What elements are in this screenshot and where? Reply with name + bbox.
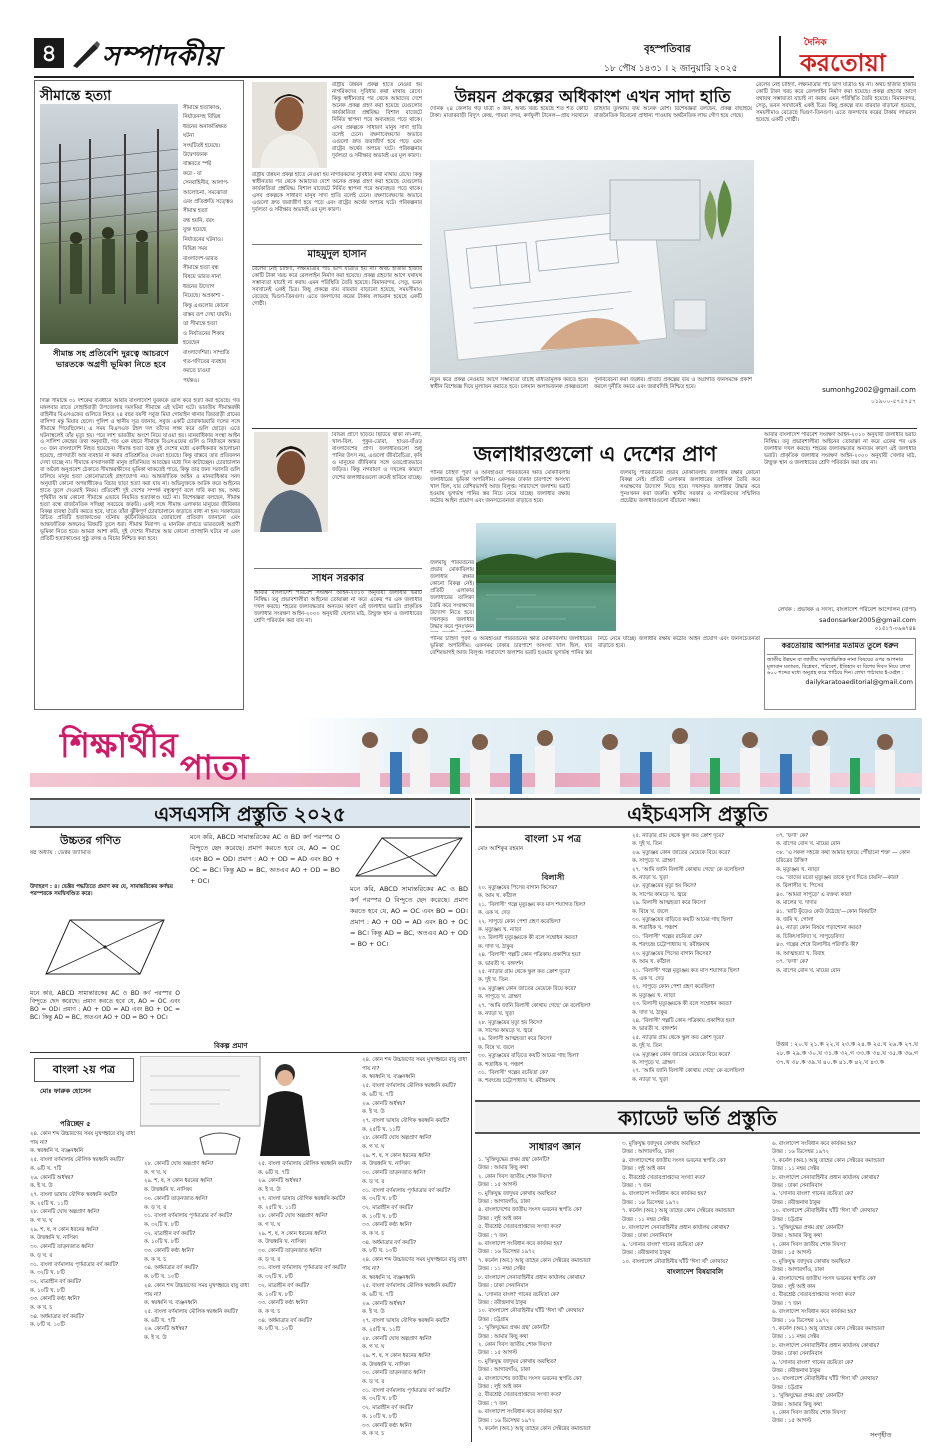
masthead-divider (779, 36, 781, 76)
article2-email: sadonsarker2005@gmail.com (819, 616, 916, 624)
math-col-2: মনে করি, ABCD সামান্তরিকের AC ও BD কর্ণ পরস্পর O বিন্দুতে ছেদ করেছে। প্রমাণ করতে হবে যে, AO = OC এবং BO = OD। প্রমাণ : AO + OD = AD এবং BO + OC = BC। কিন্তু AD = BC, অতএব AO + OD = BO + OC। (190, 833, 340, 885)
masthead (34, 36, 914, 78)
author-photo-sadhan (254, 432, 328, 532)
editorial-intro: সীমান্তে হত্যাকাণ্ড, নির্যাতনসহ বিভিন্ন ধরনের অনাকাঙ্ক্ষিত ঘটনা সংঘটিতই হয়েছে। উদ্বেগজনক বাস্তবতে স্পষ্ট করে - যা সেনবাহিনীর, আলাপ- আলোচনা, সমঝোতা এবং প্রতিশ্রুতি সত্ত্বেও সীমান্ত হত্যা বন্ধ হয়নি, বরং যুক্ত হয়েছে নির্যাতনের ঘটনাও। বিভিন্ন সময় বাংলাদেশ-ভারত সীমান্তে হত্যা বন্ধ বিষয়ে ভারত নানা ধরনের উদ্যোগ নিয়েছে। অপ্রকাশ্য - কিন্তু এগুলোর কোনো বাস্তব রূপ দেখা যায়নি। তা সীমান্তে হত্যা ও নির্যাতনের শিকার হয়েছেন বাংলাদেশিরা। সাম্প্রতি গত-গণিতের ব্যবহার করতে চাওয়া পর্যন্তও। (183, 105, 234, 384)
hsc-mcq-col2: ২৫. ন্যাড়ার গ্রাম থেকে স্কুল কত ক্রোশ দূরে? ক. দুই খ. তিন ২৬. মৃত্যুঞ্জয় কোন জাতের মেয়েকে বিয়ে করে? ক. সাপুড়ে খ. ব্রাহ্মণ ২৭. 'আমি জানি বিলাসী কোথায় গেছে' কে বলেছিল? ক. ন্যাড়া খ. খুড়া ২৮. মৃত্যুঞ্জয়ের মৃত্যু হয় কিসে? ক. সাপের কামড়ে খ. জ্বরে ২৯. বিলাসী আত্মহত্যা করে কিসে? ক. বিষে খ. জলে ৩০. মৃত্যুঞ্জয়ের বাড়িতে কয়টি আমের গাছ ছিল? ক. শতাধিক খ. পঞ্চাশ ৩১. 'বিলাসী' গল্পের রচয়িতা কে? ক. শরৎচন্দ্র চট্টোপাধ্যায় খ. রবীন্দ্রনাথ ২০. মৃত্যুঞ্জয়ের পিসের বাগান কিসের? ক. আম খ. কাঁঠাল ২১. 'বিলাসী' গল্পে মৃত্যুঞ্জয় কত মাস শয্যাগত ছিল? ক. এক খ. দেড় ২২. সাপুড়ে কোন পেশা গ্রহণ করেছিল? ক. মৃত্যুঞ্জয় খ. ন্যাড়া ২৩. বিলাসী মৃত্যুঞ্জয়কে কী বলে সম্বোধন করত? ক. দাদা খ. ঠাকুর ২৪. 'বিলাসী' গল্পটি কোন পত্রিকায় প্রকাশিত হয়? ক. ভারতী খ. বঙ্গদর্শন ২৫. ন্যাড়ার গ্রাম থেকে স্কুল কত ক্রোশ দূরে? ক. দুই খ. তিন ২৬. মৃত্যুঞ্জয় কোন জাতের মেয়েকে বিয়ে করে? ক. সাপুড়ে খ. ব্রাহ্মণ ২৭. 'আমি জানি বিলাসী কোথায় গেছে' কে বলেছিল? ক. ন্যাড়া খ. খুড়া (632, 833, 745, 1083)
notice-body: জাতীয় উন্নয়ন বা জাতীয় সমস্যাভিত্তিক নানা বিষয়ের ওপর আপনার মূল্যবান মতামত, বিশ্লেষণ, পরিবেশ, ইতিহাস বা বিশেষ দিবস নিয়ে লেখা ৬০০ শব্দের মধ্যে অনুগ্রহ করে পাঠিয়ে দিন। লেখা পাঠাবার ই-মেইল : (767, 657, 911, 677)
article1-title: উন্নয়ন প্রকল্পের অধিকাংশ এখন সাদা হাতি (454, 87, 731, 106)
credit-label: সংগৃহীত (870, 1431, 892, 1439)
page-number: ৪ (34, 38, 64, 68)
article2-col-c: পানির চাহিদা পূরণ ও আবহাওয়া পরিবর্তনের ক্ষতি মোকাবিলায় জলাধারের ভূমিকা অপরিসীম। একসময় ঢাকার চারপাশে অসংখ্য খাল ছিল, যার বেশিরভাগই আজ বিলুপ্ত। সারাদেশে জলাশয় ভরাট হওয়ায় ভূগর্ভস্থ পানির স্তর নিচে নেমে যাচ্ছে। জলাধার রক্ষায় কঠোর আইন প্রয়োগ এবং জনসচেতনতা বাড়াতে হবে। (430, 470, 570, 505)
article2-phone: ০১৫১৭-০৯৬৭৪৪ (874, 626, 916, 632)
article2-col-g: আবার বাংলাদেশ পরিবেশ সংরক্ষণ আইন-২০১০ অনুযায়ী জলাধার ভরাট নিষিদ্ধ। তবু প্রভাবশালীরা আইনের তোয়াক্কা না করে একের পর এক জলাধার দখল করছে। শহরের জলাবদ্ধতার অন্যতম কারণ এই জলাধার ভরাট। প্রাকৃতিক জলাধার সংরক্ষণ আইন-২০০০ অনুযায়ী খেলার মাঠ, উন্মুক্ত স্থান ও জলাধারের শ্রেণি পরিবর্তন করা যায় না। (764, 432, 916, 467)
teacher-illustration (140, 1056, 320, 1156)
author-photo-mahmudul (252, 82, 327, 168)
hsc-mcq-col3: ৩৭. 'ফণা' কে? ক. বাপের বোন খ. মায়ের বোন ৩৮. 'এ সকল সহজে কথা আমার হৃদয়ে পৌঁছানো শক্ত' — কোন চরিত্রের উক্তি? ক. মৃত্যুঞ্জয় খ. ন্যাড়া ৩৯. 'তাদের মতো মৃত্যুঞ্জয় তাকে দুঃখ দিতে চায়নি'—কার? ক. বিলাসীর খ. পিসের ৪০. 'আমরা সাপুড়ে' এ বক্তব্য কার? ক. মালের খ. দাদার ৪১. 'মাটি ফুঁড়েও কেউ উঠেছে'—কোন বিষয়টি? ক. জমি খ. গোলা ৪২. ন্যাড়া কোন বিষয়ে পড়াশোনা করত? ক. চিকিৎসাবিদ্যা খ. সাপুড়েবিদ্যা ৪৩. গল্পের শেষে বিলাসীর পরিণতি কী? ক. আত্মহত্যা খ. বিবাহ ৩৭. 'ফণা' কে? ক. বাপের বোন খ. মায়ের বোন (776, 833, 910, 974)
math-bottom-rule (30, 1052, 470, 1053)
article1-email: sumonhg2002@gmail.com (822, 386, 916, 394)
pull-quote: সীমান্ত সহ প্রতিবেশি দুরত্বে আচরণে ভারতকে অগ্রণী ভূমিকা নিতে হবে (53, 348, 169, 369)
gk-col2: ৩. মুক্তিযুদ্ধ জাদুঘর কোথায় অবস্থিত? উত্তর : আগারগাঁও, ঢাকা ৪. বাংলাদেশের জাতীয় সংসদ ভবনের স্থপতি কে? উত্তর : লুই আই কান ৫. বীরশ্রেষ্ঠ খেতাবপ্রাপ্তদের সংখ্যা কত? উত্তর : ৭ জন ৬. বাংলাদেশ সংবিধান কবে কার্যকর হয়? উত্তর : ১৬ ডিসেম্বর ১৯৭২ ৭. কর্নেল (অব.) আবু তাহের কোন সেক্টরের কমান্ডার? উত্তর : ১১ নম্বর সেক্টর ৮. বাংলাদেশ সেনাবাহিনীর প্রধান কার্যালয় কোথায়? উত্তর : ঢাকা সেনানিবাস ৯. 'সোনার বাংলা' গানের রচয়িতা কে? উত্তর : রবীন্দ্রনাথ ঠাকুর ১০. বাংলাদেশ নৌবাহিনীর ঘাঁটি 'ঈসা খাঁ' কোথায়? (622, 1141, 735, 1265)
article1-col-a: রাষ্ট্রীয় উন্নয়ন প্রকল্প হাতে নেওয়া হয় নাগরিকদের সুবিধার কথা মাথায় রেখে। কিন্তু স্বাধীনতার পর থেকে আমাদের দেশে অনেক প্রকল্প গ্রহণ করা হয়েছে যেগুলোর কার্যকারিতা প্রশ্নবিদ্ধ। বিশাল বাজেটে নির্মিত স্থাপনা পরে অব্যবহৃত পড়ে থাকে। এসব প্রকল্পকে সাধারণ মানুষ সাদা হাতি বলেই চেনে। রক্ষণাবেক্ষণের অভাবে এগুলো দ্রুত জরাজীর্ণ হয়ে পড়ে এবং রাষ্ট্রের অর্থের অপচয় ঘটে। পরিকল্পনার দুর্বলতা ও সমীক্ষার অভাবই এর মূল কারণ। (332, 82, 422, 159)
article1-col-b: রেলের নেই চাহিদা, লক্ষ্যমাত্রার পাঁচ ভাগ যাত্রীও হয় না। অথচ হাজার হাজার কোটি টাকা খরচ করে রেললাইন নির্মাণ করা হয়েছে। প্রকল্প গ্রহণের আগে যথাযথ সম্ভাব্যতা যাচাই না করায় এমন পরিস্থিতি তৈরি হয়েছে। বিমানবন্দর, সেতু, ভবন সবখানেই একই চিত্র। কিছু প্রকল্পে ব্যয় বারবার বাড়ানো হয়েছে, সময়সীমাও বেড়েছে দ্বিগুণ-তিনগুণ। এতে জনগণের করের টাকায় লাভবান হয়েছে একটি গোষ্ঠী। (252, 266, 422, 308)
article1-col-d: নতুন করে প্রকল্প নেওয়ার আগে সম্ভাব্যতা যাচাই বাধ্যতামূলক করতে হবে। স্বাধীন বিশেষজ্ঞ দিয়ে মূল্যায়ন করাতে হবে। চলমান অলাভজনক প্রকল্পগুলো পুনর্বিবেচনা করা জরুরি। প্রতিটি প্রকল্পের ব্যয় ও অগ্রগতি জনসমক্ষে প্রকাশ করলে দুর্নীতি কমবে এবং জবাবদিহি নিশ্চিত হবে। (430, 377, 752, 391)
article1-author: মাহমুদুল হাসান (252, 244, 422, 267)
article2-col-f: পানির চাহিদা পূরণ ও আবহাওয়া পরিবর্তনের ক্ষতি মোকাবিলায় জলাধারের ভূমিকা অপরিসীম। একসময় ঢাকার চারপাশে অসংখ্য খাল ছিল, যার বেশিরভাগই আজ বিলুপ্ত। সারাদেশে জলাশয় ভরাট হওয়ায় ভূগর্ভস্থ পানির স্তর নিচে নেমে যাচ্ছে। জলাধার রক্ষায় কঠোর আইন প্রয়োগ এবং জনসচেতনতা বাড়াতে হবে। (430, 636, 760, 657)
hsc-paper: বাংলা ১ম পত্র (524, 834, 582, 845)
opinion-notice (764, 638, 916, 710)
article1-phone: ০১৯০০-৫৭৫৭৫৭ (870, 398, 916, 405)
parallelogram-diagram-2 (350, 832, 468, 882)
pen-icon (70, 40, 100, 68)
cadet-title: ক্যাডেট ভর্তি প্রস্তুতি (618, 1106, 777, 1130)
article1-col-e: রেলের নেই চাহিদা, লক্ষ্যমাত্রার পাঁচ ভাগ যাত্রীও হয় না। অথচ হাজার হাজার কোটি টাকা খরচ করে রেললাইন নির্মাণ করা হয়েছে। প্রকল্প গ্রহণের আগে যথাযথ সম্ভাব্যতা যাচাই না করায় এমন পরিস্থিতি তৈরি হয়েছে। বিমানবন্দর, সেতু, ভবন সবখানেই একই চিত্র। কিছু প্রকল্পে ব্যয় বারবার বাড়ানো হয়েছে, সময়সীমাও বেড়েছে দ্বিগুণ-তিনগুণ। এতে জনগণের করের টাকায় লাভবান হয়েছে একটি গোষ্ঠী। (756, 82, 916, 124)
gk-col1: ১. 'মুক্তিযুদ্ধের প্রথম গ্রন্থ' কোনটি? উত্তর : আমার কিছু কথা ২. কোন দিবস জাতীয় শোক দিবস? উত্তর : ১৫ আগস্ট ৩. মুক্তিযুদ্ধ জাদুঘর কোথায় অবস্থিত? উত্তর : আগারগাঁও, ঢাকা ৪. বাংলাদেশের জাতীয় সংসদ ভবনের স্থপতি কে? উত্তর : লুই আই কান ৫. বীরশ্রেষ্ঠ খেতাবপ্রাপ্তদের সংখ্যা কত? উত্তর : ৭ জন ৬. বাংলাদেশ সংবিধান কবে কার্যকর হয়? উত্তর : ১৬ ডিসেম্বর ১৯৭২ ৭. কর্নেল (অব.) আবু তাহের কোন সেক্টরের কমান্ডার? উত্তর : ১১ নম্বর সেক্টর ৮. বাংলাদেশ সেনাবাহিনীর প্রধান কার্যালয় কোথায়? উত্তর : ঢাকা সেনানিবাস ৯. 'সোনার বাংলা' গানের রচয়িতা কে? উত্তর : রবীন্দ্রনাথ ঠাকুর ১০. বাংলাদেশ নৌবাহিনীর ঘাঁটি 'ঈসা খাঁ' কোথায়? উত্তর : চট্টগ্রাম ১. 'মুক্তিযুদ্ধের প্রথম গ্রন্থ' কোনটি? উত্তর : আমার কিছু কথা ২. কোন দিবস জাতীয় শোক দিবস? উত্তর : ১৫ আগস্ট ৩. মুক্তিযুদ্ধ জাদুঘর কোথায় অবস্থিত? উত্তর : আগারগাঁও, ঢাকা ৪. বাংলাদেশের জাতীয় সংসদ ভবনের স্থপতি কে? উত্তর : লুই আই কান ৫. বীরশ্রেষ্ঠ খেতাবপ্রাপ্তদের সংখ্যা কত? উত্তর : ৭ জন ৬. বাংলাদেশ সংবিধান কবে কার্যকর হয়? উত্তর : ১৬ ডিসেম্বর ১৯৭২ ৭. কর্নেল (অব.) আবু তাহের কোন সেক্টরের কমান্ডার? (478, 1157, 591, 1432)
ssc-right-rule (471, 798, 472, 1442)
math-body: মনে করি, ABCD সামান্তরিকের AC ও BD কর্ণ পরস্পর O বিন্দুতে ছেদ করেছে। প্রমাণ করতে হবে যে, AO = OC এবং BO = OD। প্রমাণ : AO + OD = AD এবং BO + OC = BC। কিন্তু AD = BC, অতএব AO + OD = BO + OC। (30, 990, 180, 1021)
article1-col-a2: রাষ্ট্রীয় উন্নয়ন প্রকল্প হাতে নেওয়া হয় নাগরিকদের সুবিধার কথা মাথায় রেখে। কিন্তু স্বাধীনতার পর থেকে আমাদের দেশে অনেক প্রকল্প গ্রহণ করা হয়েছে যেগুলোর কার্যকারিতা প্রশ্নবিদ্ধ। বিশাল বাজেটে নির্মিত স্থাপনা পরে অব্যবহৃত পড়ে থাকে। এসব প্রকল্পকে সাধারণ মানুষ সাদা হাতি বলেই চেনে। রক্ষণাবেক্ষণের অভাবে এগুলো দ্রুত জরাজীর্ণ হয়ে পড়ে এবং রাষ্ট্রের অর্থের অপচয় ঘটে। পরিকল্পনার দুর্বলতা ও সমীক্ষার অভাবই এর মূল কারণ। (252, 172, 422, 214)
math-question: উদাহরণ : ৪। ভেক্টর পদ্ধতিতে প্রমাণ কর যে, সামান্তরিকের কর্ণদ্বয় পরস্পরকে সমদ্বিখণ্ডিত করে। (30, 884, 173, 897)
bangla2-mcq-col4: ২৪. কোন শব্দ উচ্চারণের সময় মুখগহ্বরে বায়ু বাধা পায় না? ক. স্বরধ্বনি খ. ব্যঞ্জনধ্বনি ২৫. বাংলা বর্ণমালায় মৌলিক স্বরধ্বনি কয়টি? ক. ৬টি খ. ৭টি ২৬. কোনটি অর্ধস্বর? ক. ই খ. উ ২৭. বাংলা ভাষায় যৌগিক স্বরধ্বনি কয়টি? ক. ২৫টি খ. ১১টি ২৮. কোনটি ঘোষ অল্পপ্রাণ ধ্বনি? ক. গ খ. ঘ ২৯. শ, ষ, স কোন ধরনের ধ্বনি? ক. উষ্মধ্বনি খ. নাসিক্য ৩০. কোনটি তাড়নজাত ধ্বনি? ক. ড় খ. র ৩১. বাংলা বর্ণমালায় পূর্ণমাত্রার বর্ণ কয়টি? ক. ৩২টি খ. ৮টি ৩২. মাত্রাহীন বর্ণ কয়টি? ক. ১০টি খ. ৮টি ৩৩. কোনটি কণ্ঠ্য ধ্বনি? ক. ক খ. চ ৩৪. অর্ধমাত্রার বর্ণ কয়টি? ক. ৮টি খ. ১০টি ২৪. কোন শব্দ উচ্চারণের সময় মুখগহ্বরে বায়ু বাধা পায় না? ক. স্বরধ্বনি খ. ব্যঞ্জনধ্বনি ২৫. বাংলা বর্ণমালায় মৌলিক স্বরধ্বনি কয়টি? ক. ৬টি খ. ৭টি ২৬. কোনটি অর্ধস্বর? ক. ই খ. উ ২৭. বাংলা ভাষায় যৌগিক স্বরধ্বনি কয়টি? ক. ২৫টি খ. ১১টি ২৮. কোনটি ঘোষ অল্পপ্রাণ ধ্বনি? ক. গ খ. ঘ ২৯. শ, ষ, স কোন ধরনের ধ্বনি? ক. উষ্মধ্বনি খ. নাসিক্য ৩০. কোনটি তাড়নজাত ধ্বনি? ক. ড় খ. র ৩১. বাংলা বর্ণমালায় পূর্ণমাত্রার বর্ণ কয়টি? ক. ৩২টি খ. ৮টি ৩২. মাত্রাহীন বর্ণ কয়টি? ক. ১০টি খ. ৮টি ৩৩. কোনটি কণ্ঠ্য ধ্বনি? ক. ক খ. চ (362, 1057, 467, 1438)
article2-author: সাধন সরকার (254, 568, 422, 591)
banner-title-1: শিক্ষার্থীর (60, 726, 178, 766)
border-patrol-photo (40, 104, 178, 344)
hsc-answers: উত্তর : ২০.খ ২১.ক ২২.খ ২৩.ক ২৪.ক ২৫.খ ২৬.ক ২৭.খ ২৮.ক ২৯.ক ৩০.খ ৩১.ক ৩২.গ ৩৩.ক ৩৪.খ ৩৫.ক ৩৬.গ ৩৭.খ ৩৮.ক ৩৯.খ ৪০.ক ৪১.ক ৪২.খ ৪৩.ক (776, 1041, 918, 1066)
day-label: বৃহস্পতিবার (644, 44, 691, 55)
paper-small: দৈনিক (804, 38, 827, 48)
students-group-illustration (330, 718, 922, 794)
ssc-title: এসএসসি প্রস্তুতি ২০২৫ (154, 802, 346, 826)
bangla2-author: মোঃ ফারুক হোসেন (40, 1087, 92, 1095)
gk-sub: বাংলাদেশ বিষয়াবলি (666, 1267, 724, 1276)
article2-col-d: জলবায়ু পরিবর্তনের প্রভাব মোকাবিলায় জলাধার রক্ষার কোনো বিকল্প নেই। প্রতিটি এলাকার জলাধারের তালিকা তৈরি করে সংরক্ষণের উদ্যোগ নিতে হবে। দখলকৃত জলাধার উদ্ধার করে পুনঃখনন (430, 560, 474, 630)
bangla2-title: বাংলা ২য় পত্র (52, 1063, 116, 1076)
hsc-title: এইচএসসি প্রস্তুতি (627, 802, 768, 826)
notice-email[interactable]: dailykaratoaeditorial@gmail.com (805, 677, 913, 686)
article2-col-e: জলবায়ু পরিবর্তনের প্রভাব মোকাবিলায় জলাধার রক্ষার কোনো বিকল্প নেই। প্রতিটি এলাকার জলাধারের তালিকা তৈরি করে সংরক্ষণের উদ্যোগ নিতে হবে। দখলকৃত জলাধার উদ্ধার করে পুনঃখনন করা জরুরি। স্থানীয় সরকার ও নাগরিকদের সম্মিলিত প্রচেষ্টায় জলাধারগুলো বাঁচানো সম্ভব। (620, 470, 760, 505)
gk-col3: ৬. বাংলাদেশ সংবিধান কবে কার্যকর হয়? উত্তর : ১৬ ডিসেম্বর ১৯৭২ ৭. কর্নেল (অব.) আবু তাহের কোন সেক্টরের কমান্ডার? উত্তর : ১১ নম্বর সেক্টর ৮. বাংলাদেশ সেনাবাহিনীর প্রধান কার্যালয় কোথায়? উত্তর : ঢাকা সেনানিবাস ৯. 'সোনার বাংলা' গানের রচয়িতা কে? উত্তর : রবীন্দ্রনাথ ঠাকুর ১০. বাংলাদেশ নৌবাহিনীর ঘাঁটি 'ঈসা খাঁ' কোথায়? উত্তর : চট্টগ্রাম ১. 'মুক্তিযুদ্ধের প্রথম গ্রন্থ' কোনটি? উত্তর : আমার কিছু কথা ২. কোন দিবস জাতীয় শোক দিবস? উত্তর : ১৫ আগস্ট ৩. মুক্তিযুদ্ধ জাদুঘর কোথায় অবস্থিত? উত্তর : আগারগাঁও, ঢাকা ৪. বাংলাদেশের জাতীয় সংসদ ভবনের স্থপতি কে? উত্তর : লুই আই কান ৫. বীরশ্রেষ্ঠ খেতাবপ্রাপ্তদের সংখ্যা কত? উত্তর : ৭ জন ৬. বাংলাদেশ সংবিধান কবে কার্যকর হয়? উত্তর : ১৬ ডিসেম্বর ১৯৭২ ৭. কর্নেল (অব.) আবু তাহের কোন সেক্টরের কমান্ডার? উত্তর : ১১ নম্বর সেক্টর ৮. বাংলাদেশ সেনাবাহিনীর প্রধান কার্যালয় কোথায়? উত্তর : ঢাকা সেনানিবাস ৯. 'সোনার বাংলা' গানের রচয়িতা কে? উত্তর : রবীন্দ্রনাথ ঠাকুর ১০. বাংলাদেশ নৌবাহিনীর ঘাঁটি 'ঈসা খাঁ' কোথায়? উত্তর : চট্টগ্রাম ১. 'মুক্তিযুদ্ধের প্রথম গ্রন্থ' কোনটি? উত্তর : আমার কিছু কথা ২. কোন দিবস জাতীয় শোক দিবস? উত্তর : ১৫ আগস্ট (772, 1141, 885, 1425)
parallelogram-diagram-1 (36, 912, 174, 982)
article2-author-note: লেখক : প্রভাষক ও সদস্য, বাংলাদেশ পরিবেশ আন্দোলন (বাপা) (777, 607, 916, 613)
math-col-3: মনে করি, ABCD সামান্তরিকের AC ও BD কর্ণ পরস্পর O বিন্দুতে ছেদ করেছে। প্রমাণ করতে হবে যে, AO = OC এবং BO = OD। প্রমাণ : AO + OD = AD এবং BO + OC = BC। কিন্তু AD = BC, অতএব AO + OD = BO + OC। (350, 885, 468, 948)
editorial-body: দিল্লি সীমান্তে ৩১ দশকের ব্যবধানে আবার বাংলাদেশি যুবককে গুলি করে হত্যা করা হয়েছে। গত মঙ্গলবার রাতে দোহাইবাড়ী উপজেলার দমদমিয়া সীমান্তে এই ঘটনা ঘটে। ভারতীয় সীমান্তরক্ষী বাহিনীর বিএসএফের গুলিতে নিহত ২৪ বছর বয়সী সবুজ মিয়া গোয়াইন থানার জিরবাড়ী গ্রামের বাসিন্দা মন্তু মিয়ার ছেলে। পুলিশ ও স্থানীয় সূত্র জানায়, সবুজ একটি চোরাকারবারি দলের সঙ্গে সীমান্তে গিয়েছিলেন। এ সময় বিএসএফ টহল দল তাঁদের লক্ষ্য করে গুলি ছোড়ে। এতে ঘটনাস্থলেই তাঁর মৃত্যু হয়। পরে লাশ ভারতীয় অংশে নিয়ে যাওয়া হয়। মানবাধিকার সংস্থা আইন ও সালিশ কেন্দ্রের তথ্য অনুযায়ী, গত এক বছরে সীমান্তে বিএসএফের গুলি ও নির্যাতনে অন্তত ৩০ জন বাংলাদেশি নিহত হয়েছেন। সীমান্ত হত্যা বন্ধে দুই দেশের মধ্যে একাধিকবার আলোচনা হয়েছে, প্রাণঘাতী অস্ত্র ব্যবহার না করার প্রতিশ্রুতিও দেওয়া হয়েছে। কিন্তু বাস্তবে তার প্রতিফলন দেখা যাচ্ছে না। সীমান্তে বসবাসকারী মানুষ প্রতিনিয়ত আতঙ্কের মধ্যে দিন কাটাচ্ছেন। চোরাচালান বা অবৈধ অনুপ্রবেশ ঠেকাতে সীমান্তরক্ষীদের ভূমিকা থাকতেই পারে, কিন্তু তার জন্য সরাসরি গুলি চালিয়ে মানুষ হত্যা কোনোভাবেই গ্রহণযোগ্য নয়। আন্তর্জাতিক আইন ও মানবাধিকার সনদ অনুযায়ী কোনো অপরাধীকেও বিচার ছাড়া হত্যা করা যায় না। অভিযুক্তকে আটক করে আইনের হাতে তুলে দেওয়াই নিয়ম। প্রতিবেশী দুই দেশের সম্পর্ক বন্ধুত্বপূর্ণ বলে দাবি করা হয়, অথচ পৃথিবীর আর কোনো সীমান্তে এভাবে নিয়মিত হত্যাকাণ্ড ঘটে না। বিশেষজ্ঞরা বলছেন, সীমান্ত হত্যা বন্ধে রাজনৈতিক সদিচ্ছা সবচেয়ে জরুরি। একই সঙ্গে সীমান্ত এলাকার মানুষের জীবিকার বিকল্প ব্যবস্থা তৈরি করতে হবে, যাতে তাঁরা ঝুঁকিপূর্ণ চোরাচালানে জড়াতে বাধ্য না হন। সরকারের উচিত প্রতিটি হত্যাকাণ্ডের ঘটনায় কূটনৈতিকভাবে জোরালো প্রতিবাদ জানানো এবং আন্তর্জাতিক অঙ্গনেও বিষয়টি তুলে ধরা। সীমান্ত নিরাপদ ও মানবিক রাখতে ভারতকেই অগ্রণী ভূমিকা নিতে হবে। আমরা আশা করি, দুই দেশের সীমান্তে আর কোনো প্রাণহানি ঘটবে না এবং প্রতিটি হত্যাকাণ্ডের সুষ্ঠু তদন্ত ও বিচার নিশ্চিত করা হবে। (40, 398, 240, 543)
gk-title: সাধারণ জ্ঞান (529, 1142, 581, 1153)
bangla2-mcq-col1: ২৪. কোন শব্দ উচ্চারণের সময় মুখগহ্বরে বায়ু বাধা পায় না? ক. স্বরধ্বনি খ. ব্যঞ্জনধ্বনি ২৫. বাংলা বর্ণমালায় মৌলিক স্বরধ্বনি কয়টি? ক. ৬টি খ. ৭টি ২৬. কোনটি অর্ধস্বর? ক. ই খ. উ ২৭. বাংলা ভাষায় যৌগিক স্বরধ্বনি কয়টি? ক. ২৫টি খ. ১১টি ২৮. কোনটি ঘোষ অল্পপ্রাণ ধ্বনি? ক. গ খ. ঘ ২৯. শ, ষ, স কোন ধরনের ধ্বনি? ক. উষ্মধ্বনি খ. নাসিক্য ৩০. কোনটি তাড়নজাত ধ্বনি? ক. ড় খ. র ৩১. বাংলা বর্ণমালায় পূর্ণমাত্রার বর্ণ কয়টি? ক. ৩২টি খ. ৮টি ৩২. মাত্রাহীন বর্ণ কয়টি? ক. ১০টি খ. ৮টি ৩৩. কোনটি কণ্ঠ্য ধ্বনি? ক. ক খ. চ ৩৪. অর্ধমাত্রার বর্ণ কয়টি? ক. ৮টি খ. ১০টি (30, 1131, 135, 1329)
math-title: উচ্চতর গণিত (60, 834, 121, 847)
article1-bottom-rule (252, 428, 917, 429)
article1-col-c: দৈনিক ২৪ জেলায় গড় যাত্রী ৩ জন, অথচ খরচ হয়েছে শত শত কোটি টাকা। মাতারবাড়ী বিদ্যুৎ কেন্দ্র, পায়রা বন্দর, কর্ণফুলী টানেল—প্রায় সবখানে চাহিদার তুলনায় ব্যয় অনেক বেশি। বিশেষজ্ঞরা বলছেন, প্রকল্প বাছাইয়ে রাজনৈতিক বিবেচনা প্রাধান্য পাওয়ায় অর্থনৈতিক লাভ গৌণ হয়ে গেছে। (430, 106, 752, 120)
date-line: ১৮ পৌষ ১৪৩১ । ২ জানুয়ারি ২০২৫ (604, 64, 738, 74)
bangla2-sub: পরিচ্ছেদ ৫ (60, 1120, 91, 1128)
math-chapter: ষষ্ঠ অধ্যায় : ভেক্টর জ্যামিতি (30, 850, 91, 856)
article2-title: জলাধারগুলো এ দেশের প্রাণ (473, 441, 717, 466)
paper-logo: করতোয়া (800, 48, 886, 77)
editorial-title: সীমান্তে হত্যা (40, 88, 112, 104)
math-end-label: বিকল্প প্রমাণ (214, 1042, 248, 1050)
wetland-photo (476, 523, 616, 631)
notice-title: করতোয়ায় আপনার মতামত তুলে ধরুন (767, 641, 913, 655)
bangla2-mcq-col3: ২৫. বাংলা বর্ণমালায় মৌলিক স্বরধ্বনি কয়টি? ক. ৬টি খ. ৭টি ২৬. কোনটি অর্ধস্বর? ক. ই খ. উ ২৭. বাংলা ভাষায় যৌগিক স্বরধ্বনি কয়টি? ক. ২৫টি খ. ১১টি ২৮. কোনটি ঘোষ অল্পপ্রাণ ধ্বনি? ক. গ খ. ঘ ২৯. শ, ষ, স কোন ধরনের ধ্বনি? ক. উষ্মধ্বনি খ. নাসিক্য ৩০. কোনটি তাড়নজাত ধ্বনি? ক. ড় খ. র ৩১. বাংলা বর্ণমালায় পূর্ণমাত্রার বর্ণ কয়টি? ক. ৩২টি খ. ৮টি ৩২. মাত্রাহীন বর্ণ কয়টি? ক. ১০টি খ. ৮টি ৩৩. কোনটি কণ্ঠ্য ধ্বনি? ক. ক খ. চ ৩৪. অর্ধমাত্রার বর্ণ কয়টি? ক. ৮টি খ. ১০টি (258, 1161, 352, 1333)
article2-col-a: বিভিন্ন প্রাণে ছড়িয়ে ছিটিয়ে থাকা নদ-নদী, খাল-বিল, পুকুর-ডোবা, হাওর-বাঁওড় বাংলাদেশের প্রাণ। জলাধারগুলো শুধু পানির উৎস নয়, এগুলো জীববৈচিত্র্য, কৃষি ও মানুষের জীবিকার সঙ্গে ওতপ্রোতভাবে জড়িত। কিন্তু নগরায়ণ ও দখলের কারণে দেশের জলাধারগুলো ক্রমেই হারিয়ে যাচ্ছে। (332, 432, 422, 481)
section-title: সম্পাদকীয় (102, 41, 221, 72)
bangla2-mcq-col2: ২৮. কোনটি ঘোষ অল্পপ্রাণ ধ্বনি? ক. গ খ. ঘ ২৯. শ, ষ, স কোন ধরনের ধ্বনি? ক. উষ্মধ্বনি খ. নাসিক্য ৩০. কোনটি তাড়নজাত ধ্বনি? ক. ড় খ. র ৩১. বাংলা বর্ণমালায় পূর্ণমাত্রার বর্ণ কয়টি? ক. ৩২টি খ. ৮টি ৩২. মাত্রাহীন বর্ণ কয়টি? ক. ১০টি খ. ৮টি ৩৩. কোনটি কণ্ঠ্য ধ্বনি? ক. ক খ. চ ৩৪. অর্ধমাত্রার বর্ণ কয়টি? ক. ৮টি খ. ১০টি ২৪. কোন শব্দ উচ্চারণের সময় মুখগহ্বরে বায়ু বাধা পায় না? ক. স্বরধ্বনি খ. ব্যঞ্জনধ্বনি ২৫. বাংলা বর্ণমালায় মৌলিক স্বরধ্বনি কয়টি? ক. ৬টি খ. ৭টি ২৬. কোনটি অর্ধস্বর? ক. ই খ. উ (144, 1161, 249, 1342)
hsc-author: মোঃ আশিকুর রহমান (478, 846, 524, 852)
student-banner (30, 718, 922, 794)
planning-desk-photo (430, 160, 754, 374)
article2-col-b: আবার বাংলাদেশ পরিবেশ সংরক্ষণ আইন-২০১০ অনুযায়ী জলাধার ভরাট নিষিদ্ধ। তবু প্রভাবশালীরা আইনের তোয়াক্কা না করে একের পর এক জলাধার দখল করছে। শহরের জলাবদ্ধতার অন্যতম কারণ এই জলাধার ভরাট। প্রাকৃতিক জলাধার সংরক্ষণ আইন-২০০০ অনুযায়ী খেলার মাঠ, উন্মুক্ত স্থান ও জলাধারের শ্রেণি পরিবর্তন করা যায় না। (254, 590, 422, 625)
hsc-topic: বিলাসী (541, 872, 565, 882)
banner-title-2: পাতা (180, 748, 249, 788)
hsc-mcq-col1: ২০. মৃত্যুঞ্জয়ের পিসের বাগান কিসের? ক. আম খ. কাঁঠাল ২১. 'বিলাসী' গল্পে মৃত্যুঞ্জয় কত মাস শয্যাগত ছিল? ক. এক খ. দেড় ২২. সাপুড়ে কোন পেশা গ্রহণ করেছিল? ক. মৃত্যুঞ্জয় খ. ন্যাড়া ২৩. বিলাসী মৃত্যুঞ্জয়কে কী বলে সম্বোধন করত? ক. দাদা খ. ঠাকুর ২৪. 'বিলাসী' গল্পটি কোন পত্রিকায় প্রকাশিত হয়? ক. ভারতী খ. বঙ্গদর্শন ২৫. ন্যাড়ার গ্রাম থেকে স্কুল কত ক্রোশ দূরে? ক. দুই খ. তিন ২৬. মৃত্যুঞ্জয় কোন জাতের মেয়েকে বিয়ে করে? ক. সাপুড়ে খ. ব্রাহ্মণ ২৭. 'আমি জানি বিলাসী কোথায় গেছে' কে বলেছিল? ক. ন্যাড়া খ. খুড়া ২৮. মৃত্যুঞ্জয়ের মৃত্যু হয় কিসে? ক. সাপের কামড়ে খ. জ্বরে ২৯. বিলাসী আত্মহত্যা করে কিসে? ক. বিষে খ. জলে ৩০. মৃত্যুঞ্জয়ের বাড়িতে কয়টি আমের গাছ ছিল? ক. শতাধিক খ. পঞ্চাশ ৩১. 'বিলাসী' গল্পের রচয়িতা কে? ক. শরৎচন্দ্র চট্টোপাধ্যায় খ. রবীন্দ্রনাথ (478, 885, 591, 1085)
